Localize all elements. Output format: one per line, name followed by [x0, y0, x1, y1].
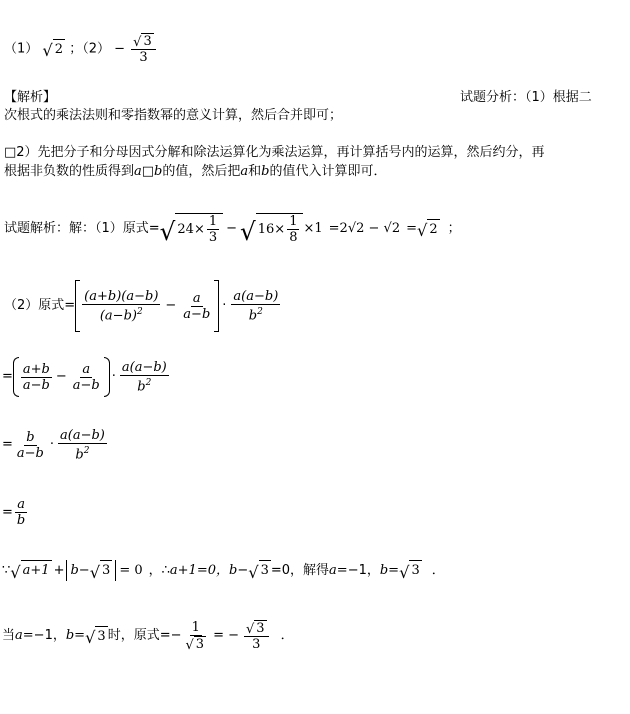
r3-n: b [26, 429, 35, 445]
s1-res: =2√2 − √2 [328, 221, 401, 236]
r2-d1: a−b [22, 377, 50, 393]
solution-intro: 试题解析：解：（1）原式= [4, 221, 160, 236]
final-a: a= [15, 628, 34, 643]
sqrt-2: √ 2 [42, 39, 65, 60]
r2-f3-num: a(a−b) [121, 359, 167, 375]
final-pre: 当 [2, 628, 16, 643]
r2-n1: a+b [22, 361, 50, 377]
f3-num: a(a−b) [233, 288, 279, 304]
cond-i: −1， [347, 562, 380, 578]
sqrt-expr-1: √ 24× $\frac{1}{3}$ [160, 213, 223, 245]
condition-line: ∵ √ a+1 + b− √ 3 = 0 ，∴ a+1=0， b − √ 3 =0，解得 a= −1， b= √ 3 ． [2, 560, 445, 581]
s1-n2: 1 [289, 214, 298, 229]
s1-a: 24× [177, 221, 205, 237]
s1-d2: 8 [289, 230, 298, 245]
analysis-line2: □2）先把分子和分母因式分解和除法运算化为乘法运算，再计算括号内的运算，然后约分，再 [4, 145, 545, 160]
line3-d: a [240, 164, 249, 179]
analysis-line1: 次根式的乘法法则和零指数幂的意义计算，然后合并即可； [4, 108, 343, 123]
analysis-line3 [4, 162, 387, 182]
cond-h: a= [329, 562, 348, 578]
solution-2-step3: = $\frac{b}{a-b}$ · $\frac{a(a-b)}{b^2}$ [2, 428, 105, 463]
line3-a: 根据非负数的性质得到 [4, 164, 135, 179]
answer-sep: ；（2） [69, 41, 110, 57]
s1-n1: 1 [208, 214, 218, 229]
final-end: ． [280, 628, 294, 643]
final-e: = − [213, 628, 239, 643]
den-3: 3 [139, 50, 148, 65]
r2-d2: a−b [72, 377, 100, 393]
solution-1: 试题解析：解：（1）原式= √ 24× $\frac{1}{3}$ − √ 16× $\frac{1}{8}$ ×1 =2√2 − √2 = √ 2 ； [4, 214, 461, 247]
final-line: 当 a= −1， b= √ 3 时，原式=− 1 √ 3 = − √ 3 3 ． [2, 620, 294, 653]
solution-2-step1: （2）原式= $\frac{(a+b)(a-b)}{(a-b)^2}$ − $\frac{a}{a-b}$ · $\frac{a(a-b)}{b^2}$ [4, 280, 282, 332]
s1-b: 16× [257, 221, 286, 237]
f3-den: b [248, 308, 258, 324]
r4-n: a [17, 497, 25, 512]
num-sqrt3: 3 [143, 34, 152, 49]
solution-2-step4 [2, 497, 29, 528]
cond-mid: ，∴ [148, 562, 170, 578]
cond-g: =0，解得 [270, 562, 330, 578]
cond-b: b− [70, 562, 90, 578]
sqrt-2-result: √ 2 [417, 219, 440, 240]
abs-value: b− √ 3 [66, 560, 116, 581]
r3-f3-num: a(a−b) [60, 428, 105, 443]
analysis-tag: 试题分析：（1）根据二 [460, 90, 592, 105]
line3-c: 的值，然后把 [162, 164, 241, 179]
final-d: 时，原式=− [107, 628, 182, 643]
cond-e: b [228, 562, 238, 578]
final-b: −1， [33, 628, 66, 643]
r3-d: a−b [16, 445, 44, 461]
f2-den: a−b [183, 306, 211, 322]
s1-end: ； [447, 221, 461, 236]
eq-4: = [2, 504, 13, 520]
analysis-header: 【解析】 [4, 90, 57, 105]
cond-f: − [237, 562, 249, 578]
r2-n2: a [82, 361, 91, 377]
solution-2-step2: = $\frac{a+b}{a-b}$ − $\frac{a}{a-b}$ · $\frac{a(a-b)}{b^2}$ [2, 357, 171, 397]
s1-d1: 3 [208, 230, 218, 245]
cond-c: = 0 [119, 562, 143, 578]
answer-frac: √ 3 3 [131, 33, 156, 65]
answer-p1: （1） [4, 41, 39, 57]
minus-sign: − [114, 41, 126, 57]
p2-label: （2）原式= [4, 298, 76, 313]
r3-f3-den: b [75, 447, 84, 463]
answer-line [4, 33, 158, 65]
eq-2: = [2, 369, 13, 384]
because-sign: ∵ [2, 562, 11, 578]
eq-3: = [2, 437, 13, 453]
line3-b: a□b [134, 164, 163, 179]
cond-a: a+1 [21, 560, 52, 581]
s1-res2: = [406, 221, 417, 236]
line3-f: b [261, 164, 270, 179]
line3-g: 的值代入计算即可． [269, 164, 387, 179]
f2-num: a [192, 290, 201, 306]
line3-e: 和 [248, 164, 262, 179]
s1-c: ×1 [303, 221, 323, 236]
cond-d: a+1=0， [169, 562, 229, 578]
r4-d: b [16, 513, 26, 528]
sqrt-expr-2: √ 16× $\frac{1}{8}$ [240, 213, 303, 245]
cond-j: b= [379, 562, 400, 578]
f1-num: (a+b)(a−b) [84, 288, 159, 304]
f1-den: (a−b) [99, 308, 137, 324]
r2-f3-den: b [137, 379, 146, 395]
final-c: b= [65, 628, 86, 643]
